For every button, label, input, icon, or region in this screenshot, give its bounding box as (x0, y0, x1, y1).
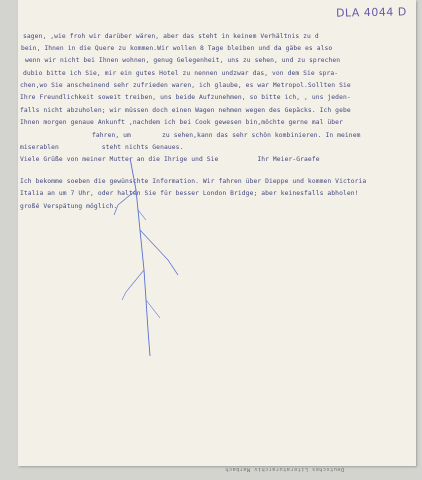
letter-line: Viele Grüße von meiner Mutter an die Ihrige und Sie Ihr Meier-Graefe (20, 156, 320, 163)
postscript-line: Italia an um 7 Uhr, oder halten Sie für besser London Bridge; aber keinesfalls abholen! (20, 190, 359, 197)
letter-line: miserablen steht nichts Genaues. (20, 144, 184, 151)
postscript-line: großé Verspätung möglich. (20, 203, 118, 210)
letter-line: falls nicht abzuholen; wir müssen doch einen Wagen nehmen wegen des Gepäcks. Ich gebe (20, 107, 351, 114)
letter-line: dubio bitte ich Sie, mir ein gutes Hotel zu nennen undzwar das, von dem Sie spra- (23, 70, 339, 77)
postscript-line: Ich bekomme soeben die gewünschte Information. Wir fahren über Dieppe und kommen Victoria (20, 178, 367, 185)
letter-line: sagen, ,wie froh wir darüber wären, aber das steht in keinem Verhältnis zu d (23, 33, 319, 40)
archive-reference: DLA 4044 D (335, 5, 407, 20)
letter-line: wenn wir nicht bei Ihnen wohnen, genug Gelegenheit, uns zu sehen, und zu sprechen (25, 57, 341, 64)
letter-line: bein, Ihnen in die Quere zu kommen.Wir wollen 8 Tage bleiben und da gäbe es also (21, 45, 333, 52)
paper-fold-crease (18, 0, 416, 466)
archive-stamp-footer: Deutsches Literaturarchiv Marbach (225, 466, 345, 472)
letter-line: fahren, um zu sehen,kann das sehr schön kombinieren. In meinem (92, 132, 361, 139)
letter-page (18, 0, 416, 466)
letter-line: Ihre Freundlichkeit soweit treiben, uns beide Aufzunehmen, so bitte ich, , uns jeden- (20, 94, 351, 101)
letter-line: Ihnen morgen genaue Ankunft ,nachdem ich bei Cook gewesen bin,möchte gerne mal über (20, 119, 343, 126)
letter-line: chen,wo Sie anscheinend sehr zufrieden waren, ich glaube, es war Metropol.Sollten Sie (20, 82, 351, 89)
